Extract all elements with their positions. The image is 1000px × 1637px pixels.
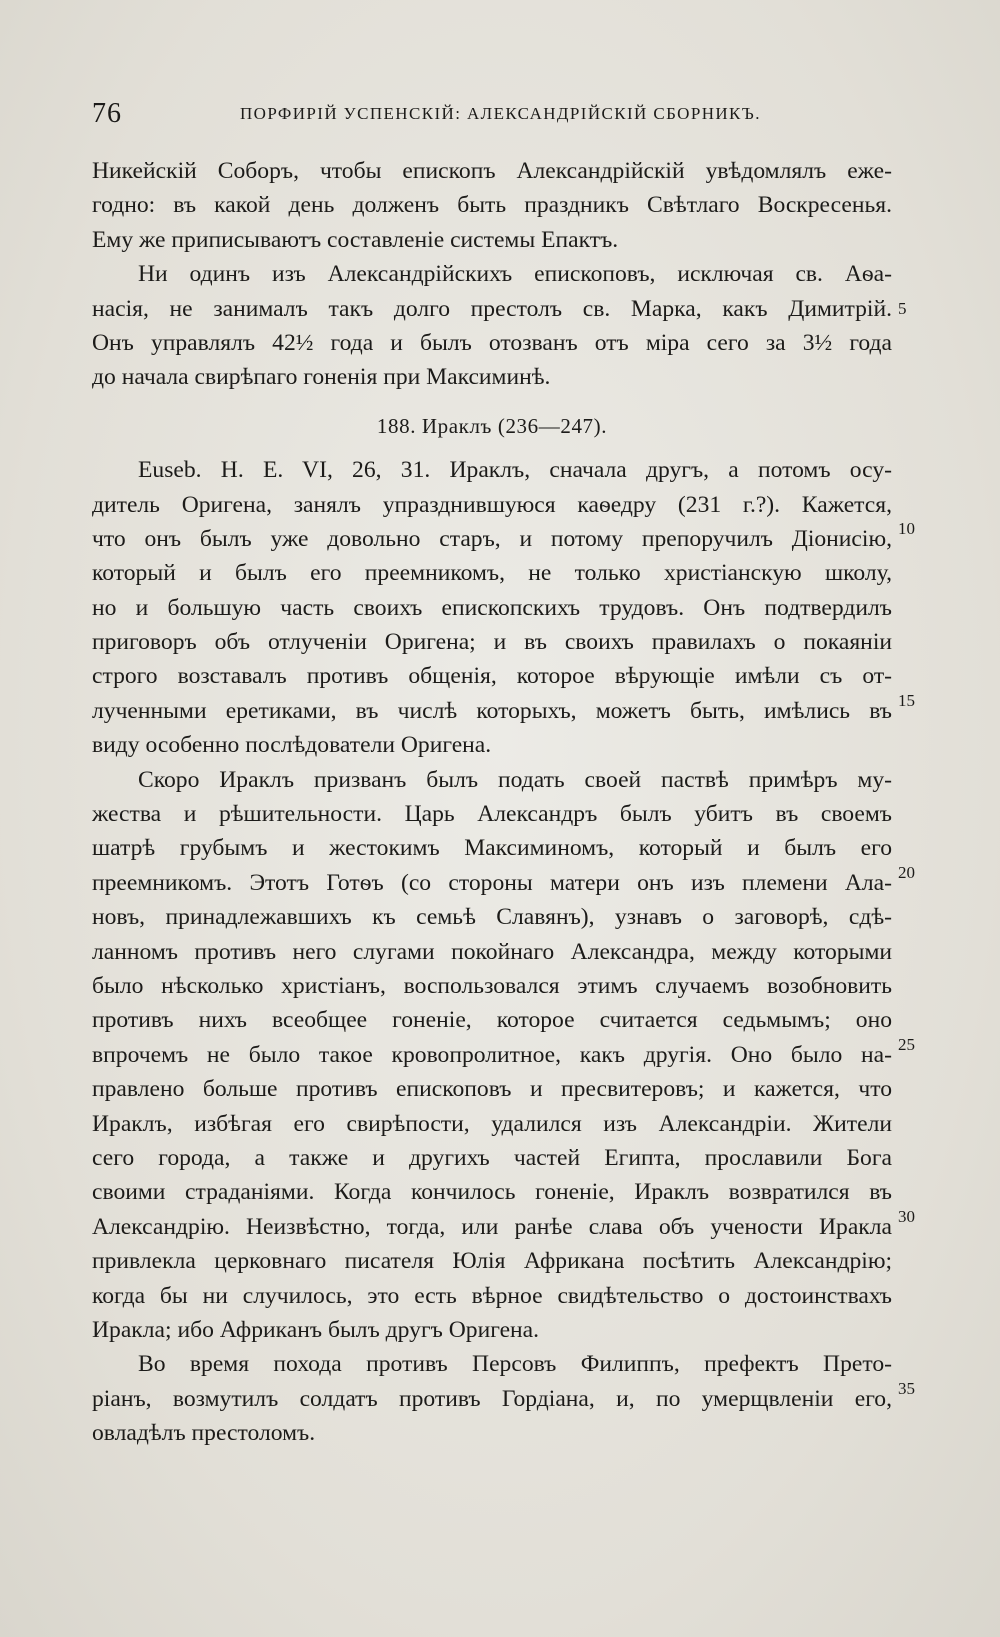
text-line: до начала свирѣпаго гоненія при Максиминѣ. <box>92 364 551 391</box>
text-line: годно: въ какой день долженъ быть праздникъ Свѣтлаго Воскресенья. <box>92 192 892 219</box>
body-text <box>92 154 892 1450</box>
line-number: 30 <box>898 1207 915 1226</box>
text-line: своими страданіями. Когда кончилось гоненіе, Ираклъ возвратился въ <box>92 1179 892 1206</box>
text-line: овладѣлъ престоломъ. <box>92 1420 316 1447</box>
line-number: 20 <box>898 863 915 882</box>
text-line: Александрію. Неизвѣстно, тогда, или ранѣе слава объ учености Иракла <box>92 1213 892 1240</box>
line-number: 35 <box>898 1379 915 1398</box>
text-line: новъ, принадлежавшихъ къ семьѣ Славянъ), узнавъ о заговорѣ, сдѣ- <box>92 904 892 931</box>
text-line: Euseb. H. E. VI, 26, 31. Ираклъ, сначала другъ, а потомъ осу- <box>138 457 892 484</box>
text-line: Во время похода противъ Персовъ Филиппъ, префектъ Прето- <box>138 1351 892 1378</box>
paragraph-1 <box>92 154 892 257</box>
text-line: когда бы ни случилось, это есть вѣрное свидѣтельство о достоинствахъ <box>92 1282 892 1309</box>
text-line: но и большую часть своихъ епископскихъ трудовъ. Онъ подтвердилъ <box>92 594 892 621</box>
running-head: ПОРФИРІЙ УСПЕНСКІЙ: АЛЕКСАНДРІЙСКІЙ СБОРНИКЪ. <box>240 104 761 123</box>
text-line: ріанъ, возмутилъ солдатъ противъ Гордіана, и, по умерщвленіи его, <box>92 1385 892 1412</box>
paragraph-3 <box>92 453 892 763</box>
line-number: 10 <box>898 519 915 538</box>
text-line: насія, не занималъ такъ долго престолъ св. Марка, какъ Димитрій. <box>92 295 892 322</box>
text-line: Никейскій Соборъ, чтобы епископъ Александрійскій увѣдомлялъ еже- <box>92 158 892 184</box>
paragraph-5 <box>92 1347 892 1450</box>
text-line: было нѣсколько христіанъ, воспользовался этимъ случаемъ возобновить <box>92 972 892 999</box>
text-line: впрочемъ не было такое кровопролитное, какъ другія. Оно было на- <box>92 1041 892 1068</box>
text-line: Онъ управлялъ 42½ года и былъ отозванъ отъ міра сего за 3½ года <box>92 329 892 356</box>
text-line: Ему же приписываютъ составленіе системы Епактъ. <box>92 226 619 253</box>
text-line: который и былъ его преемникомъ, не только христіанскую школу, <box>92 560 892 587</box>
text-line: Скоро Ираклъ призванъ былъ подать своей паствѣ примѣръ му- <box>138 766 892 793</box>
text-line: лученными еретиками, въ числѣ которыхъ, можетъ быть, имѣлись въ <box>92 697 892 724</box>
text-line: что онъ былъ уже довольно старъ, и потому препоручилъ Діонисію, <box>92 525 892 552</box>
text-line: правлено больше противъ епископовъ и пресвитеровъ; и кажется, что <box>92 1076 892 1103</box>
text-line: преемникомъ. Этотъ Готѳъ (со стороны матери онъ изъ племени Ала- <box>92 869 892 896</box>
page-number: 76 <box>92 98 122 129</box>
paragraph-4 <box>92 763 892 1348</box>
page-header <box>92 98 892 132</box>
text-line: привлекла церковнаго писателя Юлія Африкана посѣтить Александрію; <box>92 1248 892 1275</box>
text-line: виду особенно послѣдователи Оригена. <box>92 732 492 759</box>
text-line: Ираклъ, избѣгая его свирѣпости, удалился изъ Александріи. Жители <box>92 1110 892 1137</box>
text-line: шатрѣ грубымъ и жестокимъ Максиминомъ, который и былъ его <box>92 835 892 862</box>
text-line: приговоръ объ отлученіи Оригена; и въ своихъ правилахъ о покаяніи <box>92 629 892 656</box>
text-line: сего города, а также и другихъ частей Египта, прославили Бога <box>92 1144 892 1171</box>
section-heading: 188. Ираклъ (236—247). <box>376 413 608 438</box>
line-number: 15 <box>898 691 915 710</box>
paragraph-2 <box>92 257 892 395</box>
text-line: дитель Оригена, занялъ упразднившуюся каѳедру (231 г.?). Кажется, <box>92 491 892 518</box>
line-number: 25 <box>898 1035 915 1054</box>
text-line: Иракла; ибо Африканъ былъ другъ Оригена. <box>92 1316 540 1343</box>
text-line: жества и рѣшительности. Царь Александръ былъ убитъ въ своемъ <box>92 801 892 828</box>
text-line: ланномъ противъ него слугами покойнаго Александра, между которыми <box>92 938 892 965</box>
text-line: строго возставалъ противъ общенія, которое вѣрующіе имѣли съ от- <box>92 663 892 690</box>
text-line: противъ нихъ всеобщее гоненіе, которое считается седьмымъ; оно <box>92 1007 892 1034</box>
line-number: 5 <box>898 299 907 318</box>
text-line: Ни одинъ изъ Александрійскихъ епископовъ, исключая св. Аѳа- <box>138 261 892 288</box>
